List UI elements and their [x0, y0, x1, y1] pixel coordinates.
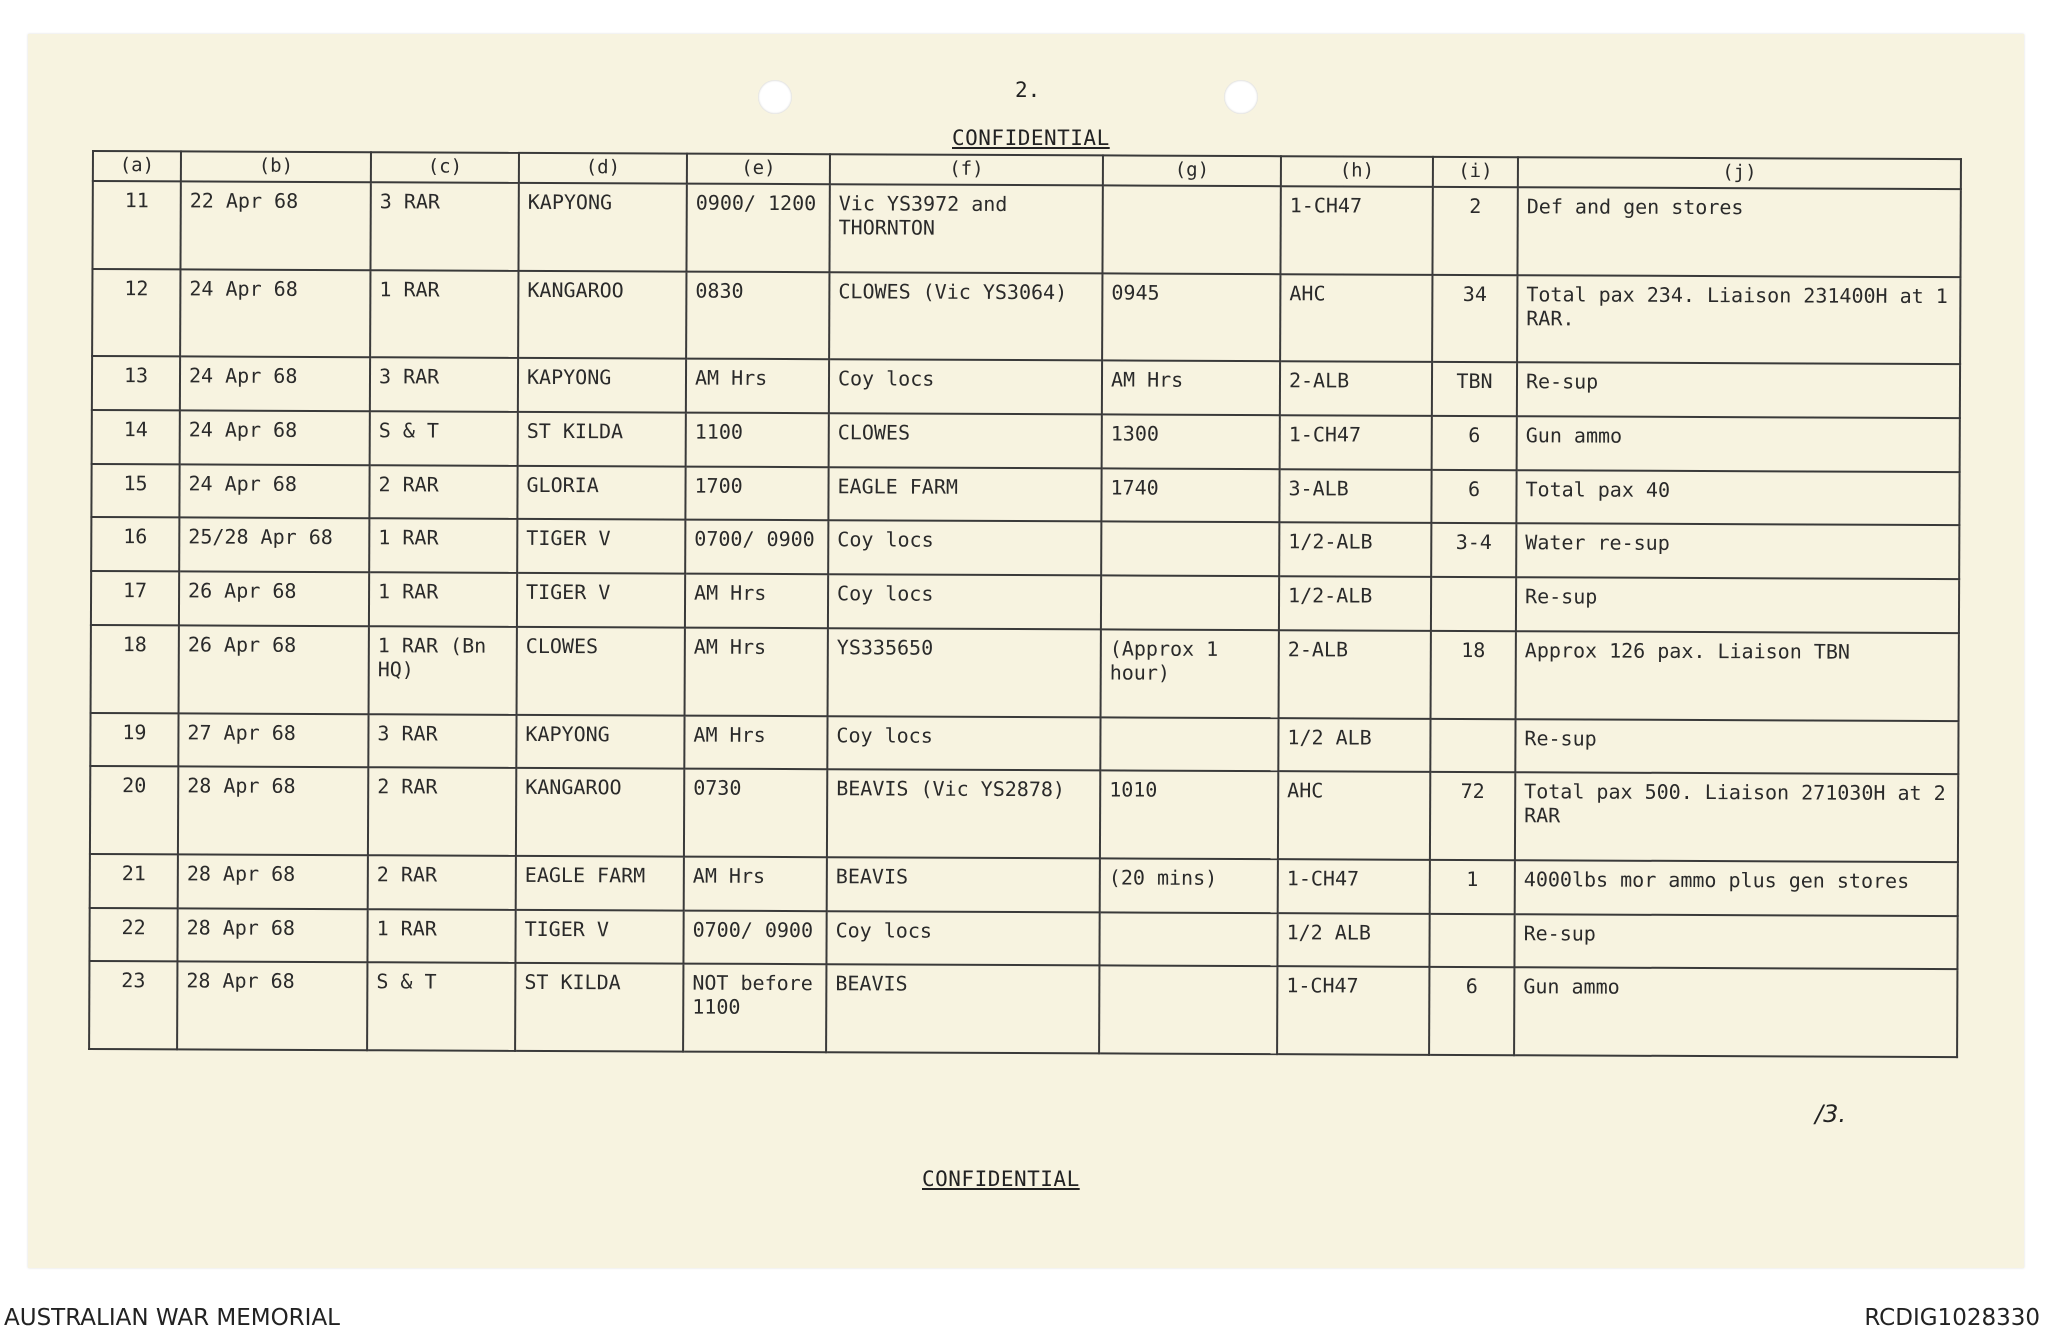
- cell-c: S & T: [370, 411, 518, 465]
- cell-i: [1431, 577, 1516, 631]
- cell-h: 1-CH47: [1280, 415, 1432, 469]
- cell-f: Coy locs: [829, 359, 1102, 414]
- cell-j: Re-sup: [1515, 719, 1958, 775]
- table-row: [91, 517, 1959, 579]
- institution-name: AUSTRALIAN WAR MEMORIAL: [4, 1305, 340, 1331]
- cell-i: 6: [1431, 470, 1516, 524]
- cell-g: AM Hrs: [1102, 361, 1280, 415]
- cell-a: 16: [91, 517, 179, 571]
- classification-top: CONFIDENTIAL: [952, 126, 1110, 150]
- cell-a: 17: [91, 571, 179, 625]
- cell-c: 3 RAR: [368, 714, 516, 768]
- cell-b: 28 Apr 68: [177, 908, 367, 963]
- cell-c: 1 RAR: [369, 519, 517, 573]
- cell-f: Coy locs: [827, 716, 1100, 771]
- cell-j: 4000lbs mor ammo plus gen stores: [1515, 860, 1958, 916]
- cell-b: 28 Apr 68: [178, 854, 368, 909]
- cell-b: 26 Apr 68: [179, 625, 369, 713]
- cell-c: 2 RAR: [368, 855, 516, 909]
- classification-bottom: CONFIDENTIAL: [922, 1167, 1080, 1191]
- cell-h: AHC: [1278, 771, 1430, 859]
- cell-c: 2 RAR: [369, 465, 517, 519]
- cell-i: TBN: [1432, 362, 1517, 416]
- cell-e: AM Hrs: [684, 856, 827, 910]
- cell-f: BEAVIS (Vic YS2878): [827, 769, 1100, 858]
- cell-f: YS335650: [828, 628, 1101, 717]
- column-header-f: (f): [830, 154, 1103, 185]
- cell-j: Water re-sup: [1516, 524, 1959, 580]
- cell-d: KANGAROO: [518, 271, 686, 359]
- table-row: [91, 625, 1959, 721]
- cell-b: 24 Apr 68: [180, 357, 370, 412]
- cell-f: Coy locs: [828, 521, 1101, 576]
- cell-e: AM Hrs: [685, 627, 828, 715]
- cell-i: 72: [1430, 772, 1515, 860]
- cell-g: [1099, 966, 1277, 1054]
- cell-g: [1102, 185, 1280, 273]
- cell-h: AHC: [1280, 274, 1432, 362]
- cell-j: Total pax 234. Liaison 231400H at 1 RAR.: [1517, 275, 1960, 365]
- movement-table: [88, 150, 1962, 1058]
- cell-f: BEAVIS: [826, 965, 1099, 1054]
- cell-h: 1/2-ALB: [1279, 523, 1431, 577]
- cell-i: 1: [1430, 860, 1515, 914]
- cell-h: 2-ALB: [1279, 630, 1431, 718]
- cell-i: 3-4: [1431, 523, 1516, 577]
- cell-j: Gun ammo: [1517, 416, 1960, 472]
- cell-f: BEAVIS: [827, 857, 1100, 912]
- cell-c: 1 RAR: [370, 270, 518, 358]
- cell-b: 25/28 Apr 68: [179, 518, 369, 573]
- cell-a: 12: [92, 269, 180, 357]
- cell-c: 3 RAR: [370, 357, 518, 411]
- cell-e: NOT before 1100: [683, 964, 826, 1052]
- cell-c: S & T: [367, 963, 515, 1051]
- cell-d: TIGER V: [517, 573, 685, 627]
- cell-d: KANGAROO: [516, 768, 684, 856]
- table-row: [90, 854, 1958, 916]
- table-row: [89, 908, 1957, 970]
- table-row: [92, 181, 1960, 277]
- cell-a: 19: [90, 713, 178, 767]
- cell-g: [1101, 522, 1279, 576]
- cell-h: 1-CH47: [1277, 966, 1429, 1054]
- column-header-g: (g): [1103, 155, 1281, 186]
- cell-j: Approx 126 pax. Liaison TBN: [1516, 631, 1959, 721]
- cell-g: 1740: [1101, 468, 1279, 522]
- column-header-j: (j): [1518, 157, 1961, 189]
- cell-f: Coy locs: [828, 574, 1101, 629]
- cell-g: 0945: [1102, 273, 1280, 361]
- cell-j: Total pax 500. Liaison 271030H at 2 RAR: [1515, 772, 1958, 862]
- cell-f: Coy locs: [826, 911, 1099, 966]
- cell-a: 21: [90, 854, 178, 908]
- cell-d: CLOWES: [517, 627, 685, 715]
- cell-d: ST KILDA: [518, 412, 686, 466]
- table-row: [91, 571, 1959, 633]
- cell-c: 1 RAR: [369, 572, 517, 626]
- table-row: [90, 766, 1958, 862]
- cell-d: KAPYONG: [518, 358, 686, 412]
- cell-b: 24 Apr 68: [180, 269, 370, 357]
- cell-e: 0700/ 0900: [683, 910, 826, 964]
- cell-g: 1010: [1100, 771, 1278, 859]
- cell-e: 0900/ 1200: [686, 184, 829, 272]
- cell-b: 28 Apr 68: [177, 962, 367, 1051]
- column-header-c: (c): [371, 152, 519, 183]
- cell-j: Re-sup: [1516, 577, 1959, 633]
- cell-a: 20: [90, 766, 178, 854]
- punch-hole-right: [1224, 80, 1258, 114]
- cell-b: 24 Apr 68: [179, 464, 369, 519]
- punch-hole-left: [758, 80, 792, 114]
- cell-a: 15: [91, 464, 179, 518]
- cell-d: KAPYONG: [518, 183, 686, 271]
- cell-c: 2 RAR: [368, 767, 516, 855]
- cell-i: [1429, 913, 1514, 967]
- cell-f: EAGLE FARM: [828, 467, 1101, 522]
- cell-a: 22: [89, 908, 177, 962]
- table-row: [92, 269, 1960, 365]
- cell-f: CLOWES (Vic YS3064): [829, 272, 1102, 361]
- cell-e: AM Hrs: [684, 715, 827, 769]
- cell-g: 1300: [1102, 414, 1280, 468]
- table-row: [89, 961, 1957, 1057]
- cell-b: 24 Apr 68: [180, 410, 370, 465]
- cell-e: 0830: [686, 271, 829, 359]
- cell-h: 1-CH47: [1278, 859, 1430, 913]
- cell-e: AM Hrs: [686, 359, 829, 413]
- cell-a: 11: [92, 181, 180, 269]
- cell-g: [1099, 912, 1277, 966]
- cell-c: 3 RAR: [370, 182, 518, 270]
- cell-d: ST KILDA: [515, 963, 683, 1051]
- cell-j: Re-sup: [1514, 914, 1957, 970]
- table-row: [92, 356, 1960, 418]
- column-header-i: (i): [1433, 157, 1518, 187]
- cell-h: 1/2-ALB: [1279, 576, 1431, 630]
- cell-a: 18: [91, 625, 179, 713]
- cell-j: Def and gen stores: [1517, 187, 1960, 277]
- column-header-d: (d): [519, 153, 687, 184]
- table-body: [89, 181, 1961, 1057]
- cell-d: EAGLE FARM: [516, 856, 684, 910]
- cell-c: 1 RAR: [367, 909, 515, 963]
- cell-e: 0700/ 0900: [685, 520, 828, 574]
- table-row: [90, 713, 1958, 775]
- cell-d: KAPYONG: [516, 714, 684, 768]
- column-header-b: (b): [181, 151, 371, 182]
- cell-e: 0730: [684, 769, 827, 857]
- cell-b: 22 Apr 68: [180, 181, 370, 269]
- cell-j: Total pax 40: [1516, 470, 1959, 526]
- cell-j: Gun ammo: [1514, 968, 1957, 1058]
- cell-b: 26 Apr 68: [179, 572, 369, 627]
- page-number: 2.: [1015, 78, 1041, 102]
- cell-h: 3-ALB: [1279, 469, 1431, 523]
- cell-e: 1700: [685, 466, 828, 520]
- column-header-e: (e): [687, 154, 830, 185]
- cell-h: 1/2 ALB: [1278, 718, 1430, 772]
- cell-a: 23: [89, 961, 177, 1049]
- column-header-h: (h): [1281, 156, 1433, 187]
- column-header-a: (a): [93, 151, 181, 181]
- cell-b: 28 Apr 68: [178, 767, 368, 855]
- cell-g: [1100, 717, 1278, 771]
- cell-h: 1/2 ALB: [1277, 913, 1429, 967]
- cell-f: CLOWES: [829, 413, 1102, 468]
- archive-footer: [0, 1297, 2048, 1337]
- cell-g: [1101, 576, 1279, 630]
- cell-c: 1 RAR (Bn HQ): [369, 626, 517, 714]
- cell-f: Vic YS3972 and THORNTON: [829, 184, 1102, 273]
- cell-h: 2-ALB: [1280, 361, 1432, 415]
- cell-g: (20 mins): [1100, 858, 1278, 912]
- cell-i: 2: [1432, 187, 1517, 275]
- cell-a: 14: [92, 410, 180, 464]
- next-page-marker: /3.: [1815, 1100, 1846, 1128]
- record-id: RCDIG1028330: [1864, 1305, 2040, 1331]
- cell-i: 6: [1429, 967, 1514, 1055]
- cell-a: 13: [92, 356, 180, 410]
- table-row: [92, 410, 1960, 472]
- cell-d: TIGER V: [515, 909, 683, 963]
- cell-e: 1100: [686, 413, 829, 467]
- cell-b: 27 Apr 68: [178, 713, 368, 768]
- cell-g: (Approx 1 hour): [1101, 629, 1279, 717]
- cell-i: 6: [1432, 416, 1517, 470]
- cell-d: TIGER V: [517, 519, 685, 573]
- cell-j: Re-sup: [1517, 363, 1960, 419]
- cell-i: 18: [1431, 631, 1516, 719]
- cell-i: [1430, 718, 1515, 772]
- cell-e: AM Hrs: [685, 574, 828, 628]
- table-row: [91, 464, 1959, 526]
- cell-h: 1-CH47: [1280, 186, 1432, 274]
- cell-i: 34: [1432, 274, 1517, 362]
- cell-d: GLORIA: [517, 466, 685, 520]
